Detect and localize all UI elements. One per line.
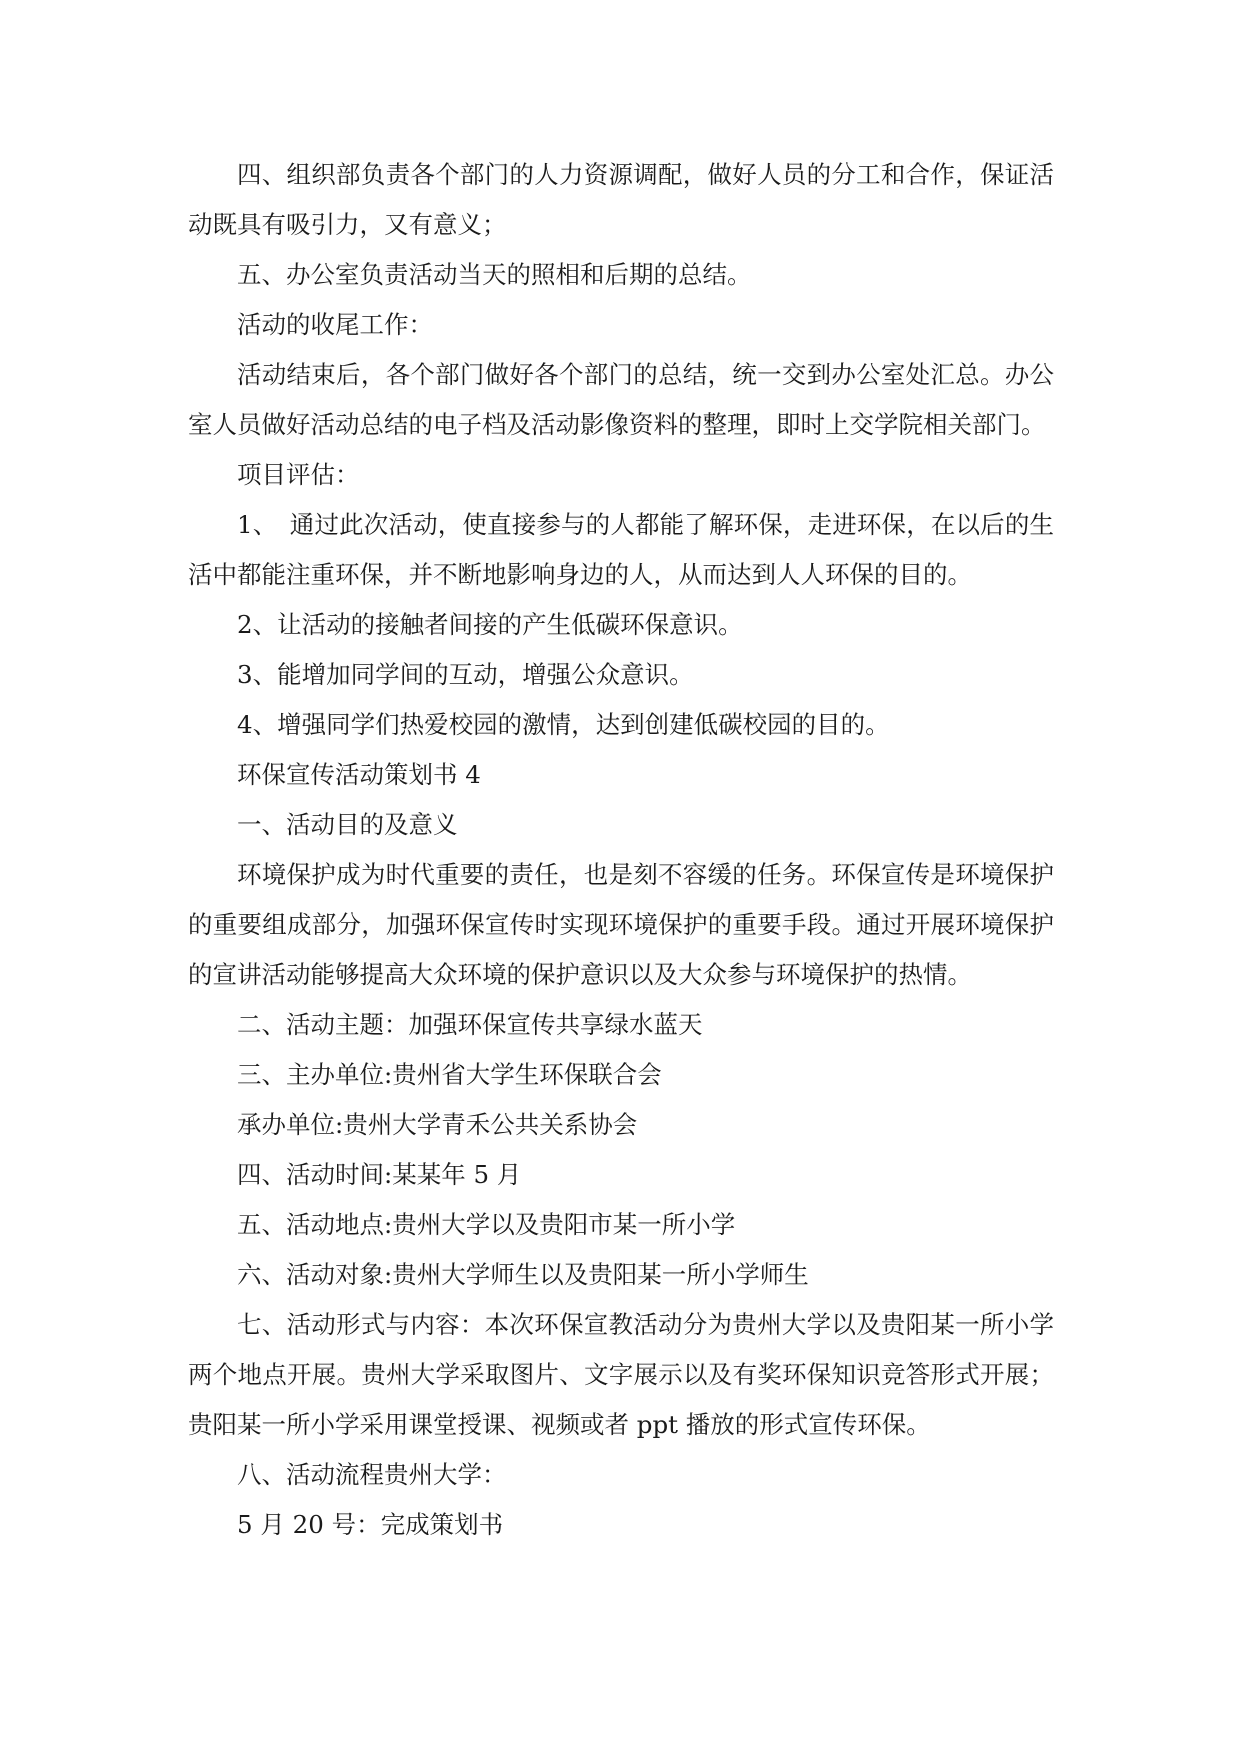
paragraph-location: 五、活动地点:贵州大学以及贵阳市某一所小学 bbox=[237, 1210, 736, 1239]
document-body bbox=[188, 150, 1054, 1550]
paragraph-time: 四、活动时间:某某年 5 月 bbox=[237, 1160, 522, 1189]
heading-purpose: 一、活动目的及意义 bbox=[237, 810, 458, 839]
section-title-plan-4: 环保宣传活动策划书 4 bbox=[237, 760, 481, 789]
paragraph-theme: 二、活动主题：加强环保宣传共享绿水蓝天 bbox=[237, 1010, 703, 1039]
paragraph-audience: 六、活动对象:贵州大学师生以及贵阳某一所小学师生 bbox=[237, 1260, 809, 1289]
paragraph-evaluation-heading: 项目评估： bbox=[237, 460, 360, 489]
paragraph-wrapup-body: 活动结束后，各个部门做好各个部门的总结，统一交到办公室处汇总。办公室人员做好活动总结的电子档及活动影像资料的整理，即时上交学院相关部门。 bbox=[188, 360, 1054, 439]
paragraph-co-organizer: 承办单位:贵州大学青禾公共关系协会 bbox=[237, 1110, 638, 1139]
paragraph-schedule-may-20: 5 月 20 号：完成策划书 bbox=[237, 1510, 504, 1539]
paragraph-organization-dept: 四、组织部负责各个部门的人力资源调配，做好人员的分工和合作，保证活动既具有吸引力，又有意义； bbox=[188, 160, 1054, 239]
paragraph-evaluation-4: 4、增强同学们热爱校园的激情，达到创建低碳校园的目的。 bbox=[237, 710, 890, 739]
paragraph-evaluation-1: 1、 通过此次活动，使直接参与的人都能了解环保，走进环保，在以后的生活中都能注重环保，并不断地影响身边的人，从而达到人人环保的目的。 bbox=[188, 510, 1054, 589]
paragraph-wrapup-heading: 活动的收尾工作： bbox=[237, 310, 433, 339]
paragraph-evaluation-3: 3、能增加同学间的互动，增强公众意识。 bbox=[237, 660, 694, 689]
paragraph-purpose-body: 环境保护成为时代重要的责任，也是刻不容缓的任务。环保宣传是环境保护的重要组成部分，加强环保宣传时实现环境保护的重要手段。通过开展环境保护的宣讲活动能够提高大众环境的保护意识以及大众参与环境保护的热情。 bbox=[188, 860, 1054, 989]
paragraph-process: 八、活动流程贵州大学： bbox=[237, 1460, 507, 1489]
paragraph-format-content: 七、活动形式与内容：本次环保宣教活动分为贵州大学以及贵阳某一所小学两个地点开展。贵州大学采取图片、文字展示以及有奖环保知识竞答形式开展；贵阳某一所小学采用课堂授课、视频或者 ppt 播放的形式宣传环保。 bbox=[188, 1310, 1054, 1439]
paragraph-office-photos: 五、办公室负责活动当天的照相和后期的总结。 bbox=[237, 260, 752, 289]
paragraph-organizer: 三、主办单位:贵州省大学生环保联合会 bbox=[237, 1060, 662, 1089]
paragraph-evaluation-2: 2、让活动的接触者间接的产生低碳环保意识。 bbox=[237, 610, 743, 639]
